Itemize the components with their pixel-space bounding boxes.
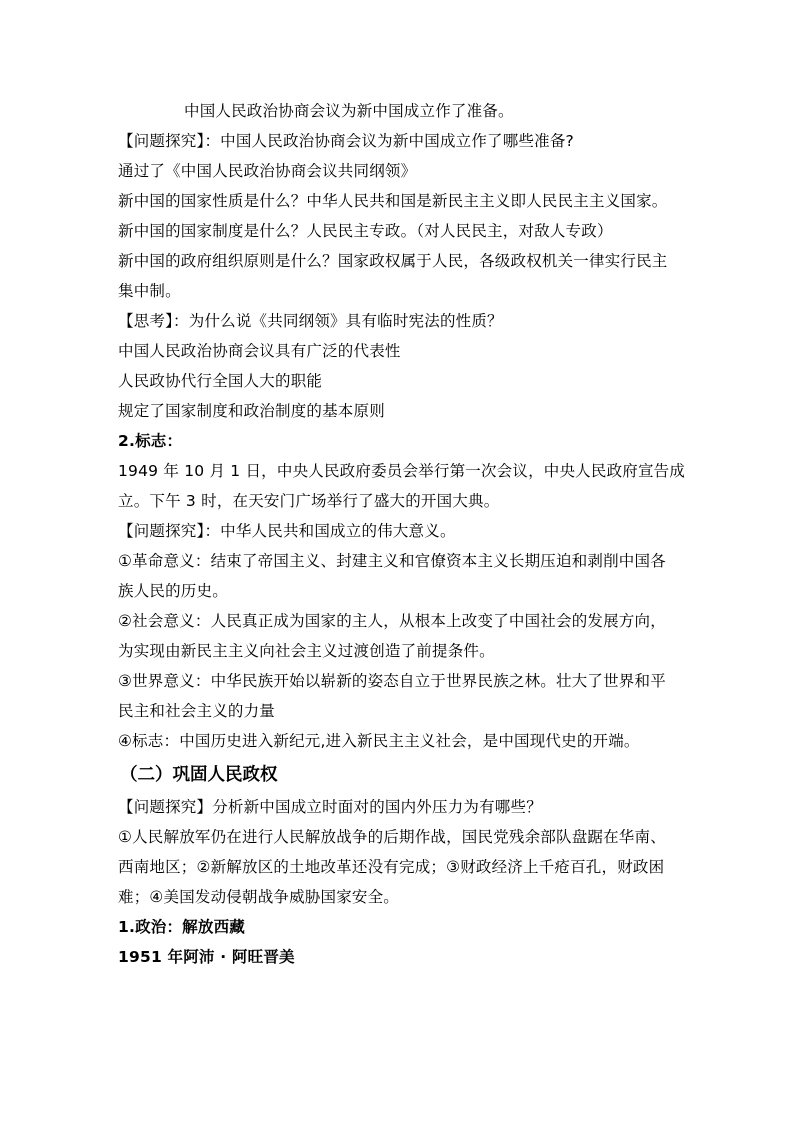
paragraph-line: 人民政协代行全国人大的职能: [118, 372, 323, 390]
paragraph-line: 民主和社会主义的力量: [118, 702, 276, 720]
paragraph-line: 中国人民政治协商会议为新中国成立作了准备。: [184, 102, 514, 120]
paragraph-line: 新中国的国家制度是什么？人民民主专政。（对人民民主，对敌人专政）: [118, 222, 613, 240]
paragraph-line: 族人民的历史。: [118, 582, 228, 600]
paragraph-line: 1951 年阿沛 · 阿旺晋美: [118, 948, 295, 966]
document-body: [118, 96, 688, 972]
question-explore-line: 【问题探究】：中华人民共和国成立的伟大意义。: [118, 522, 456, 540]
paragraph-line: 西南地区；②新解放区的土地改革还没有完成；③财政经济上千疮百孔，财政困: [118, 858, 665, 876]
question-explore-line: 【问题探究】：中国人民政治协商会议为新中国成立作了哪些准备?: [118, 132, 574, 150]
question-explore-line: 【问题探究】分析新中国成立时面对的国内外压力为有哪些？: [118, 798, 542, 816]
paragraph-line: 难；④美国发动侵朝战争威胁国家安全。: [118, 888, 399, 906]
paragraph-line: ③世界意义：中华民族开始以崭新的姿态自立于世界民族之林。壮大了世界和平: [118, 672, 666, 690]
paragraph-line: 集中制。: [118, 282, 181, 300]
paragraph-line: 规定了国家制度和政治制度的基本原则: [118, 402, 385, 420]
paragraph-line: 1949 年 10 月 1 日，中央人民政府委员会举行第一次会议，中央人民政府宣告成: [118, 462, 686, 480]
paragraph-line: 中国人民政治协商会议具有广泛的代表性: [118, 342, 401, 360]
subsection-label: 1.政治：解放西藏: [118, 918, 245, 936]
paragraph-line: ①人民解放军仍在进行人民解放战争的后期作战，国民党残余部队盘踞在华南、: [118, 828, 666, 846]
paragraph-line: 新中国的政府组织原则是什么？国家政权属于人民，各级政权机关一律实行民主: [118, 252, 668, 270]
paragraph-line: ②社会意义：人民真正成为国家的主人，从根本上改变了中国社会的发展方向，: [118, 612, 666, 630]
paragraph-line: ①革命意义：结束了帝国主义、封建主义和官僚资本主义长期压迫和剥削中国各: [118, 552, 666, 570]
paragraph-line: ④标志：中国历史进入新纪元,进入新民主主义社会，是中国现代史的开端。: [118, 732, 640, 750]
paragraph-line: 新中国的国家性质是什么？中华人民共和国是新民主主义即人民民主主义国家。: [118, 192, 668, 210]
section-heading: （二）巩固人民政权: [120, 765, 278, 785]
paragraph-line: 为实现由新民主主义向社会主义过渡创造了前提条件。: [118, 642, 495, 660]
paragraph-line: 通过了《中国人民政治协商会议共同纲领》: [118, 162, 417, 180]
think-line: 【思考】：为什么说《共同纲领》具有临时宪法的性质？: [118, 312, 503, 330]
subsection-label: 2.标志：: [118, 432, 183, 450]
paragraph-line: 立。下午 3 时，在天安门广场举行了盛大的开国大典。: [118, 492, 500, 510]
